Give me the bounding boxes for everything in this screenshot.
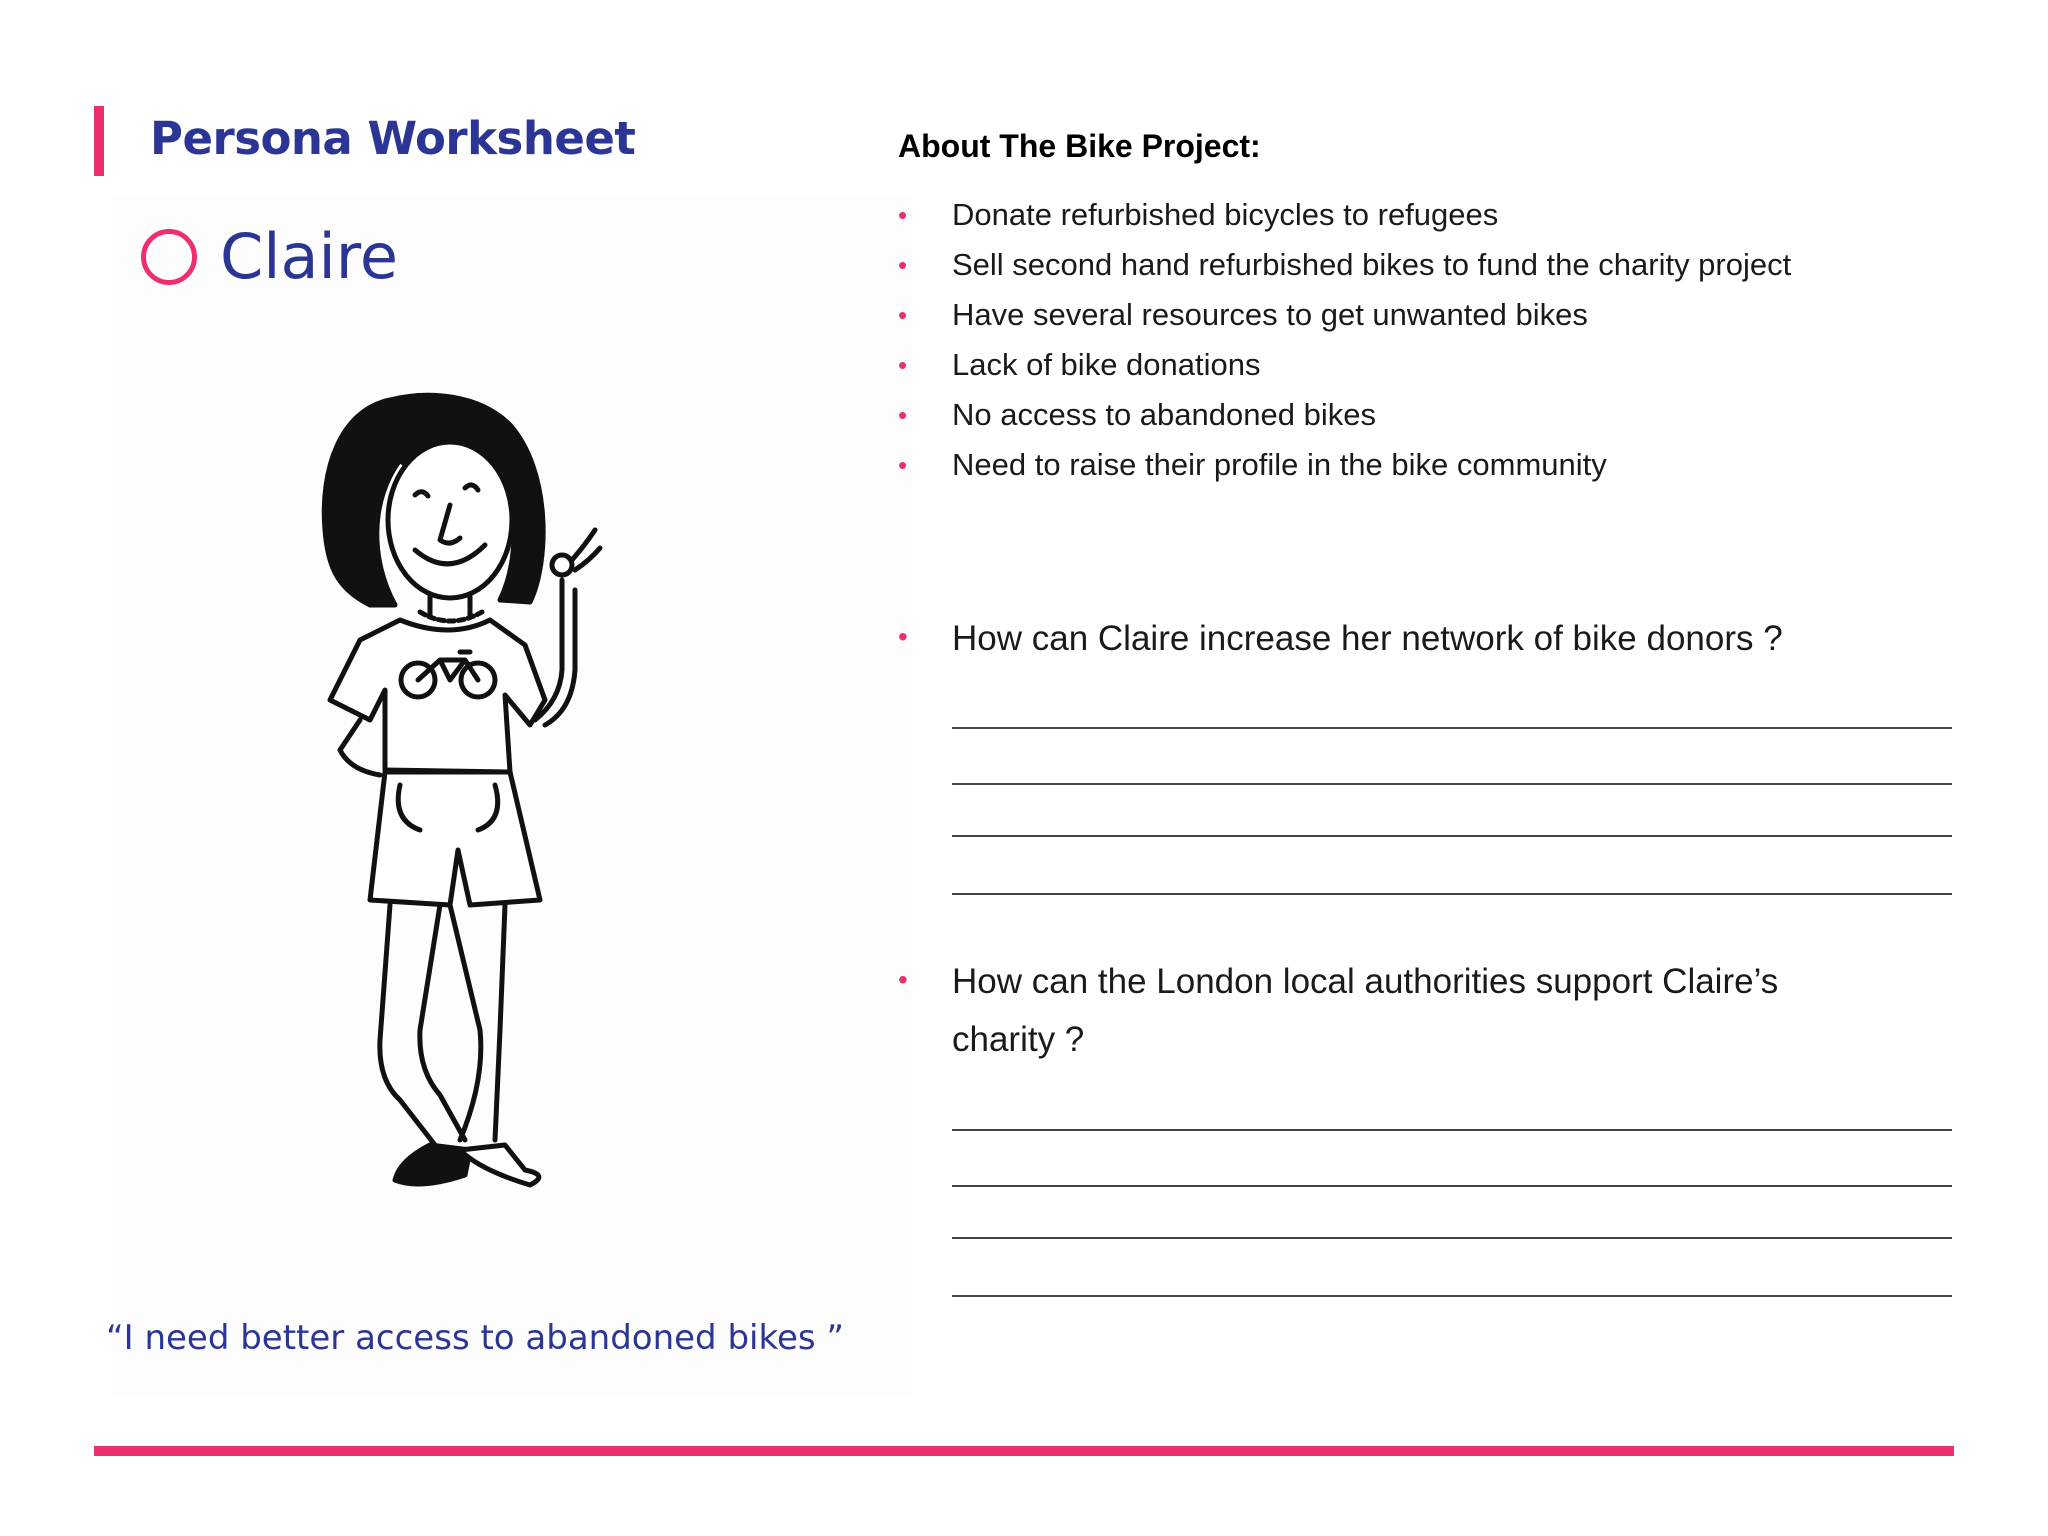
right-leg (450, 905, 481, 1140)
hand-fingers (572, 530, 600, 570)
persona-circle-icon (141, 229, 197, 285)
about-title: About The Bike Project: (898, 128, 1261, 164)
shirt (330, 620, 545, 772)
face (388, 442, 512, 598)
answer-line[interactable] (952, 727, 1952, 729)
answer-line[interactable] (952, 1295, 1952, 1297)
bullet-icon: • (898, 621, 908, 652)
hand-ok (552, 555, 572, 575)
persona-quote: “I need better access to abandoned bikes ” (106, 1318, 845, 1358)
persona-name: Claire (220, 220, 399, 293)
bullet-icon: • (898, 400, 908, 430)
bullet-icon: • (898, 964, 908, 995)
answer-line[interactable] (952, 1129, 1952, 1131)
answer-line[interactable] (952, 1185, 1952, 1187)
list-item: • No access to abandoned bikes (898, 390, 1791, 440)
question-1 (898, 610, 1798, 668)
list-item: • Sell second hand refurbished bikes to fund the charity project (898, 240, 1791, 290)
answer-line[interactable] (952, 835, 1952, 837)
question-2 (898, 953, 1798, 1069)
question-1-text: How can Claire increase her network of bike donors ? (952, 619, 1783, 658)
bullet-icon: • (898, 350, 908, 380)
list-item: • Lack of bike donations (898, 340, 1791, 390)
question-2-text: How can the London local authorities support Claire’s charity ? (952, 962, 1779, 1059)
bullet-icon: • (898, 300, 908, 330)
left-arm (340, 720, 380, 775)
list-item: • Have several resources to get unwanted bikes (898, 290, 1791, 340)
right-leg-outer (495, 905, 505, 1140)
bullet-icon: • (898, 200, 908, 230)
shoe-right (460, 1145, 539, 1185)
bullet-icon: • (898, 250, 908, 280)
list-item: • Need to raise their profile in the bike community (898, 440, 1791, 490)
answer-line[interactable] (952, 1237, 1952, 1239)
bullet-icon: • (898, 450, 908, 480)
answer-line[interactable] (952, 783, 1952, 785)
answer-line[interactable] (952, 893, 1952, 895)
list-item: • Donate refurbished bicycles to refugees (898, 190, 1791, 240)
bottom-rule (94, 1446, 1954, 1456)
title-accent-bar (94, 106, 104, 176)
persona-illustration (300, 380, 630, 1230)
worksheet-title: Persona Worksheet (150, 112, 636, 165)
shorts (370, 772, 540, 905)
about-list (898, 190, 1791, 490)
left-leg (380, 905, 435, 1145)
